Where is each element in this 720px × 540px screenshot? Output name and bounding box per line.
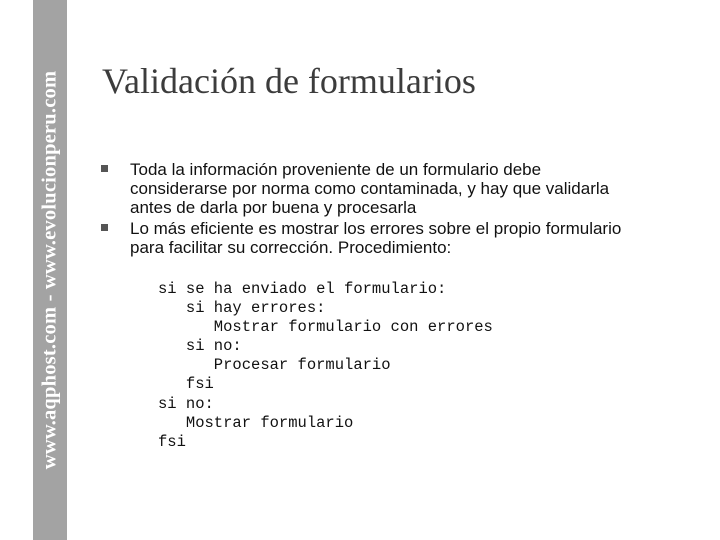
code-line: si no: [158,394,214,413]
square-bullet-icon [101,224,108,231]
code-line: Mostrar formulario [158,413,354,432]
square-bullet-icon [101,165,108,172]
bullet-item [100,160,640,217]
code-line: si no: [158,337,242,356]
code-line: fsi [158,432,186,451]
code-line: Procesar formulario [158,356,391,375]
code-line: si hay errores: [158,299,326,318]
code-line: fsi [158,375,214,394]
pseudocode-block [158,280,493,452]
code-line: si se ha enviado el formulario: [158,280,447,298]
bullet-text: Toda la información proveniente de un formulario debe considerarse por norma como contaminada, y hay que validarla antes de darla por buena y procesarla [130,160,610,217]
slide-title: Validación de formularios [102,61,476,101]
sidebar-watermark-band [33,0,67,540]
bullet-item [100,219,640,257]
bullet-text: Lo más eficiente es mostrar los errores sobre el propio formulario para facilitar su corrección. Procedimiento: [130,219,622,257]
watermark-text: www.aqphost.com - www.evolucionperu.com [38,70,61,470]
code-line: Mostrar formulario con errores [158,318,493,337]
bullet-list [100,160,640,257]
